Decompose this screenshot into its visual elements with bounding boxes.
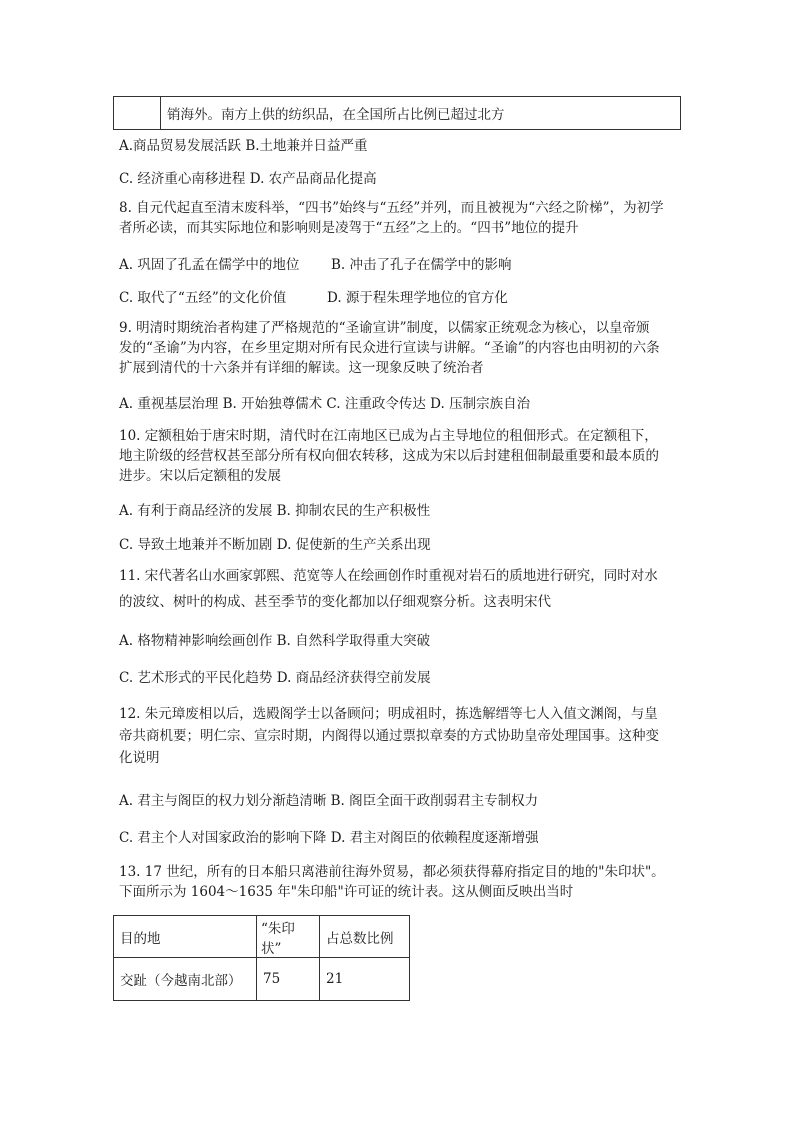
table-header-cell: “朱印状”	[257, 916, 320, 958]
table-cell: 销海外。南方上供的纺织品，在全国所占比例已超过北方	[161, 97, 681, 130]
table-header-row	[114, 916, 410, 958]
table-cell: 21	[320, 958, 410, 1001]
table-cell: 交趾（今越南北部）	[114, 958, 257, 1001]
q7-options-line1: A.商品贸易发展活跃 B.土地兼并日益严重	[119, 138, 368, 154]
table-header-cell: 占总数比例	[320, 916, 410, 958]
q8-options-row2	[119, 286, 508, 306]
q8-option-a: A. 巩固了孔孟在儒学中的地位	[119, 257, 300, 273]
q10-options-line2: C. 导致土地兼并不断加剧 D. 促使新的生产关系出现	[119, 537, 431, 553]
q9-stem-line2: 发的“圣谕”为内容，在乡里定期对所有民众进行宣读与讲解。“圣谕”的内容也由明初的六条	[119, 340, 660, 356]
q11-stem-line1: 11. 宋代著名山水画家郭熙、范宽等人在绘画创作时重视对岩石的质地进行研究，同时对水	[119, 568, 658, 584]
q9-stem-line1: 9. 明清时期统治者构建了严格规范的“圣谕宣讲”制度，以儒家正统观念为核心，以皇帝颁	[119, 320, 650, 336]
q11-options-line1: A. 格物精神影响绘画创作 B. 自然科学取得重大突破	[119, 633, 431, 649]
q10-options-line1: A. 有利于商品经济的发展 B. 抑制农民的生产积极性	[119, 503, 431, 519]
continuation-table	[113, 96, 681, 130]
table-row	[114, 97, 681, 130]
table-cell: 75	[257, 958, 320, 1001]
q7-options-line2: C. 经济重心南移进程 D. 农产品商品化提高	[119, 171, 377, 187]
q13-stem-line2: 下面所示为 1604～1635 年"朱印船"许可证的统计表。这从侧面反映出当时	[119, 884, 574, 900]
q9-options: A. 重视基层治理 B. 开始独尊儒术 C. 注重政令传达 D. 压制宗族自治	[119, 396, 531, 412]
q12-stem-line3: 化说明	[119, 750, 160, 766]
q8-option-c: C. 取代了“五经”的文化价值	[119, 290, 287, 306]
q13-stem-line1: 13. 17 世纪，所有的日本船只离港前往海外贸易，都必须获得幕府指定目的地的"朱印状"。	[119, 864, 665, 880]
q10-stem-line3: 进步。宋以后定额租的发展	[119, 468, 281, 484]
q8-stem-line2: 者所必读，而其实际地位和影响则是凌驾于“五经”之上的。“四书”地位的提升	[119, 220, 579, 236]
q12-stem-line2: 帝共商机要；明仁宗、宣宗时期，内阁得以通过票拟章奏的方式协助皇帝处理国事。这种变	[119, 728, 659, 744]
q12-stem-line1: 12. 朱元璋废相以后，选殿阁学士以备顾问；明成祖时，拣选解缙等七人入值文渊阁，与皇	[119, 706, 658, 722]
q12-options-line2: C. 君主个人对国家政治的影响下降 D. 君主对阁臣的依赖程度逐渐增强	[119, 830, 539, 846]
q12-options-line1: A. 君主与阁臣的权力划分渐趋清晰 B. 阁臣全面干政削弱君主专制权力	[119, 793, 539, 809]
table-header-cell: 目的地	[114, 916, 257, 958]
q10-stem-line1: 10. 定额租始于唐宋时期，清代时在江南地区已成为占主导地位的租佃形式。在定额租下，	[119, 428, 658, 444]
q9-stem-line3: 扩展到清代的十六条并有详细的解读。这一现象反映了统治者	[119, 360, 484, 376]
q8-option-b: B. 冲击了孔子在儒学中的影响	[331, 257, 512, 273]
table-row	[114, 958, 410, 1001]
q8-options-row1	[119, 253, 512, 273]
q10-stem-line2: 地主阶级的经营权甚至部分所有权向佃农转移，这成为宋以后封建租佃制最重要和最本质的	[119, 448, 659, 464]
q11-stem-line2: 的波纹、树叶的构成、甚至季节的变化都加以仔细观察分析。这表明宋代	[119, 594, 551, 610]
table-cell-empty	[114, 97, 161, 130]
q11-options-line2: C. 艺术形式的平民化趋势 D. 商品经济获得空前发展	[119, 670, 431, 686]
q8-stem-line1: 8. 自元代起直至清末废科举，“四书”始终与“五经”并列，而且被视为“六经之阶梯”，为初学	[119, 200, 664, 216]
q13-stat-table	[113, 915, 410, 1001]
q8-option-d: D. 源于程朱理学地位的官方化	[327, 290, 508, 306]
